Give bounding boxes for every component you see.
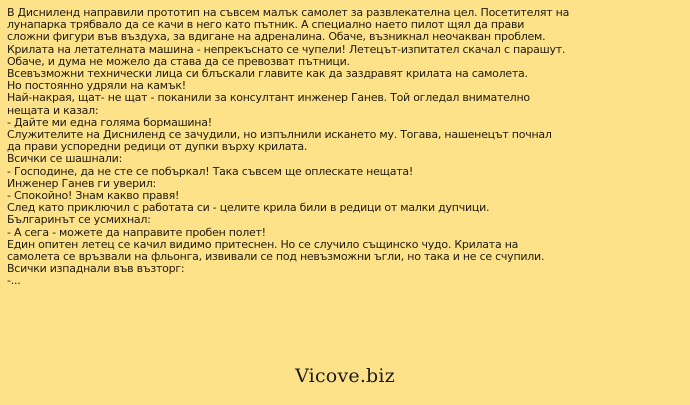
text-line: Всички изпаднали във възторг: bbox=[7, 262, 185, 276]
text-line: - А сега - можете да направите пробен полет! bbox=[7, 225, 266, 239]
text-line: Служителите на Дисниленд се зачудили, но изпълнили искането му. Тогава, нашенецът почнал bbox=[7, 128, 552, 142]
text-line: Обаче, и дума не можело да става да се превозват пътници. bbox=[7, 54, 350, 68]
text-line: Крилата на летателната машина - непрекъснато се чупели! Летецът-изпитател скачал с парашут. bbox=[7, 42, 566, 56]
joke-text bbox=[7, 7, 683, 288]
text-line: да прави успоредни редици от дупки върху крилата. bbox=[7, 140, 308, 154]
text-line: Но постоянно удряли на камък! bbox=[7, 79, 186, 93]
text-line: Най-накрая, щат- не щат - поканили за консултант инженер Ганев. Той огледал внимателно bbox=[7, 91, 530, 105]
text-line: - Господине, да не сте се побъркал! Така съвсем ще оплескате нещата! bbox=[7, 164, 414, 178]
text-line: Инженер Ганев ги уверил: bbox=[7, 176, 156, 190]
text-line: самолета се връзвали на фльонга, извивали се под невъзможни ъгли, но така и не се счупили. bbox=[7, 250, 545, 264]
text-line: лунапарка трябвало да се качи в него като пътник. А специално наето пилот щял да прави bbox=[7, 18, 525, 32]
text-line: Всевъзможни технически лица си блъскали главите как да заздравят крилата на самолета. bbox=[7, 67, 528, 81]
text-line: След като приключил с работата си - целите крила били в редици от малки дупчици. bbox=[7, 201, 490, 215]
text-line: - Спокойно! Знам какво правя! bbox=[7, 189, 180, 203]
text-line: В Дисниленд направили прототип на съвсем малък самолет за развлекателна цел. Посетителят на bbox=[7, 6, 570, 19]
text-line: - Дайте ми една голяма бормашина! bbox=[7, 115, 212, 129]
text-line: Един опитен летец се качил видимо притеснен. Но се случило същинско чудо. Крилата на bbox=[7, 237, 519, 251]
text-line: Българинът се усмихнал: bbox=[7, 213, 151, 227]
site-watermark: Vicove.biz bbox=[295, 365, 395, 387]
text-line: нещата и казал: bbox=[7, 103, 99, 117]
text-line: сложни фигури във въздуха, за вдигане на адреналина. Обаче, възникнал неочакван проблем. bbox=[7, 30, 546, 44]
text-line: -... bbox=[7, 274, 21, 288]
text-line: Всички се шашнали: bbox=[7, 152, 123, 166]
